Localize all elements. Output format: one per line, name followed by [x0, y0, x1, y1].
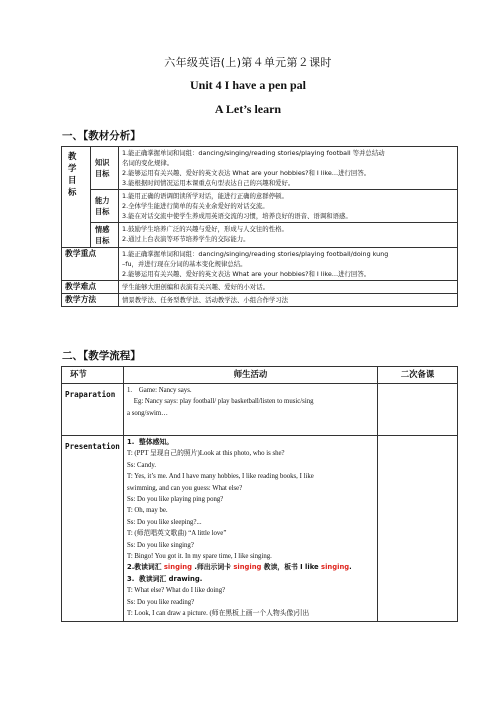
text-line: Ss: Do you like playing ping pong?	[127, 496, 224, 504]
text-line: 1.能正确掌握单词和词组：dancing/singing/reading stories/playing football 等并总结动	[122, 149, 385, 157]
stage-activities	[124, 436, 378, 622]
method-content: 情景教学法、任务型教学法、活动教学法、小组合作学习法	[119, 294, 458, 307]
key-points-label: 教学重点	[62, 248, 119, 281]
emotion-goal-label-text: 情感 目标	[95, 225, 110, 245]
text-line-singing: 2.教读词汇 singing .师出示词卡 singing 教读，板书 I like singing.	[127, 563, 352, 572]
section-heading-process: 二、【教学流程】	[62, 350, 141, 362]
text-line: 2.能够运用有关兴趣、爱好的英文表达 What are your hobbies?和 I like…进行回答。	[122, 270, 371, 278]
knowledge-goal-content	[119, 147, 458, 190]
text-line: 2.通过上台表演等环节培养学生的交际能力。	[122, 235, 250, 243]
highlighted-word: singing	[163, 563, 192, 572]
text-line: 1. Game: Nancy says.	[127, 387, 192, 394]
knowledge-goal-label	[91, 147, 119, 190]
knowledge-goal-row	[62, 147, 458, 190]
stage-activities	[124, 384, 378, 436]
text-line: Ss: Do you like singing?	[127, 541, 194, 549]
text-line: 3.能根据时间情况运用本课重点句型表达自己的兴趣和爱好。	[122, 179, 295, 187]
text-line: 2.能够运用有关兴趣、爱好的英文表达 What are your hobbies?和 I like…进行回答。	[122, 169, 371, 177]
text-line: 1. 整体感知。	[127, 438, 174, 446]
method-row	[62, 294, 458, 307]
text-line: –fu，并进行现在分词的基本变化规律总结。	[122, 260, 247, 268]
part-title: A Let’s learn	[214, 102, 282, 116]
stage-name: Praparation	[62, 384, 124, 436]
method-label: 教学方法	[62, 294, 119, 307]
process-header-row	[62, 367, 458, 384]
process-table	[61, 366, 458, 622]
unit-title: Unit 4 I have a pen pal	[189, 78, 307, 92]
second-prep-cell	[378, 384, 458, 436]
stage-row-presentation	[62, 436, 458, 622]
difficulty-label: 教学难点	[62, 281, 119, 294]
lesson-title-chinese: 六年级英语(上)第４单元第２课时	[164, 56, 332, 69]
text-line: 3.能在对话交流中使学生养成用英语交流的习惯，培养良好的语音、语调和语感。	[122, 212, 352, 220]
second-prep-cell	[378, 436, 458, 622]
text-line: 1.鼓励学生培养广泛的兴趣与爱好，形成与人交往的性格。	[122, 225, 288, 233]
text-line: T: What else? What do I like doing?	[127, 587, 226, 595]
emotion-goal-row	[62, 223, 458, 248]
column-header-activities: 师生活动	[124, 367, 378, 384]
text-line: T: (PPT 呈现自己的照片)Look at this photo, who is she?	[127, 450, 285, 458]
highlighted-word: singing	[233, 563, 262, 572]
text-line: T: Yes, it’s me. And I have many hobbies, I like reading books, I like	[127, 473, 314, 481]
emotion-goal-label	[91, 223, 119, 248]
text-line: 3. 教读词汇 drawing.	[127, 574, 203, 583]
text-line: 1.能用正确的语调朗读所学对话，能进行正确的意群停顿。	[122, 192, 288, 200]
emotion-goal-content	[119, 223, 458, 248]
column-header-stage: 环节	[62, 367, 124, 384]
section-heading-analysis: 一、【教材分析】	[62, 130, 141, 142]
key-points-content	[119, 248, 458, 281]
ability-goal-content	[119, 190, 458, 223]
text-line: Ss: Candy.	[127, 461, 157, 469]
text-line: Eg: Nancy says: play football/ play basketball/listen to music/sing	[127, 398, 314, 406]
stage-name: Presentation	[62, 436, 124, 622]
highlighted-word: singing	[321, 563, 350, 572]
teaching-goals-label	[62, 147, 91, 248]
column-header-second-prep: 二次备课	[378, 367, 458, 384]
key-points-row	[62, 248, 458, 281]
difficulty-content: 学生能够大胆创编和表演有关兴趣、爱好的小对话。	[119, 281, 458, 294]
text-line: 1.能正确掌握单词和词组：dancing/singing/reading stories/playing football/doing kung	[122, 250, 389, 258]
text-line: T: Oh, may be.	[127, 507, 168, 515]
stage-row-preparation	[62, 384, 458, 436]
knowledge-goal-label-text: 知识 目标	[95, 158, 110, 178]
teaching-goals-label-text: 教 学 目 标	[68, 151, 77, 197]
text-line: Ss: Do you like sleeping?...	[127, 518, 202, 526]
text-line: swimming, and can you guess: What else?	[127, 484, 243, 492]
text-line: T: (师范唱英文歌曲) “A little love”	[127, 530, 227, 538]
text-line: T: Look, I can draw a picture. (师在黑板上画一个人物头像)引出	[127, 610, 310, 618]
ability-goal-row	[62, 190, 458, 223]
text-line: a song/swim…	[127, 409, 168, 417]
text-line: 名词的变化规律。	[122, 159, 174, 167]
text-line: 2.全体学生能进行简单的有关业余爱好的对话交流。	[122, 202, 269, 210]
analysis-table	[61, 146, 458, 307]
difficulty-row	[62, 281, 458, 294]
ability-goal-label	[91, 190, 119, 223]
ability-goal-label-text: 能力 目标	[95, 196, 110, 216]
text-line: T: Bingo! You got it. In my spare time, I like singing.	[127, 553, 272, 561]
text-line: Ss: Do you like reading?	[127, 598, 195, 606]
